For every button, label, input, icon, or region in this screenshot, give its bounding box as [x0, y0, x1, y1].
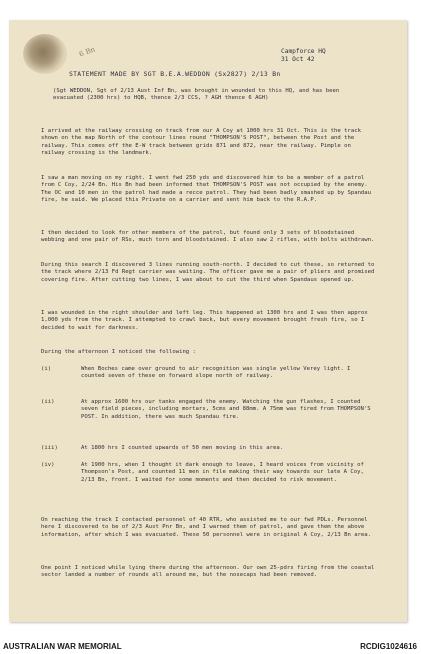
header-location: Campforce HQ	[281, 48, 326, 55]
item-text: When Boches came over ground to air recognition was single yellow Verey light. I counted seven of these on forward slope north of railway.	[81, 366, 351, 380]
item-text: At 1800 hrs I counted upwards of 50 men moving in this area.	[81, 445, 284, 451]
header-date: 31 Oct 42	[281, 56, 315, 63]
footer-bar	[0, 640, 421, 654]
intro-paragraph: (Sgt WEDDON, Sgt of 2/13 Aust Inf Bn, was brought in wounded to this HQ, and has been evacuated (2300 hrs) to HQB, thence 2/3 CCS, ? AGH thence 6 AGH)	[53, 88, 340, 102]
item-number: (iv)	[41, 462, 55, 468]
document-title: STATEMENT MADE BY SGT B.E.A.WEDDON (Sx2827) 2/13 Bn	[69, 70, 281, 78]
item-number: (ii)	[41, 399, 55, 405]
archive-name: AUSTRALIAN WAR MEMORIAL	[3, 642, 122, 651]
paragraph: I then decided to look for other members of the patrol, but found only 3 sets of bloodstained webbing and one pair of RSs, much torn and bloodstained. I also saw 2 rifles, with bolts withdrawn.	[41, 230, 375, 244]
typed-text	[9, 20, 407, 622]
record-id: RCDIG1024616	[360, 642, 417, 651]
header-block	[281, 48, 326, 64]
paragraph: I saw a man moving on my right. I went fwd 250 yds and discovered him to be a member of a patrol from C Coy, 2/24 Bn. His Bn had been informed that THOMPSON'S POST was not occupied by the enemy. The OC and 10 men in the patrol had made a recce patrol. They had been badly smashed up by Spandau fire, he said. We placed this Private on a carrier and sent him back to the R.A.P.	[41, 175, 372, 204]
item-number: (iii)	[41, 445, 58, 451]
paragraph: During this search I discovered 3 lines running south-north. I decided to cut these, so returned to the track where 2/13 Fd Regt carrier was waiting. The officer gave me a pair of pliers and promised covering fire. After cutting two lines, I was about to cut the third when Spandaus opened up.	[41, 262, 375, 283]
document-page	[9, 20, 407, 622]
item-text: At 1900 hrs, when I thought it dark enough to leave, I heard voices from vicinity of Thompson's Post, and counted 11 men in file making their way towards our late A Coy, 2/13 Bn, front. I waited for some moments and then decided to risk movement.	[81, 462, 364, 483]
pencil-annotation: 6 Bn	[78, 45, 97, 59]
item-number: (i)	[41, 366, 52, 372]
item-text: At approx 1600 hrs our tanks engaged the enemy. Watching the gun flashes, I counted seven field pieces, including mortars, 5cms and 88mm. A 75mm was fired from THOMPSON'S POST. In addition, there was much Spandau fire.	[81, 399, 371, 420]
paragraph: I was wounded in the right shoulder and left leg. This happened at 1300 hrs and I was then approx 1,000 yds from the track. I attempted to crawl back, but every movement brought fresh fire, so I decided to wait for darkness.	[41, 310, 368, 331]
paragraph: On reaching the track I contacted personnel of 40 RTR, who assisted me to our fwd PDLs. Personnel here I discovered to be of 2/3 Aust Pnr Bn, and I warned them of patrol, and gave them the above information, after which I was evacuated. These 50 personnel were in original A Coy, 2/13 Bn area.	[41, 517, 372, 538]
paragraph: During the afternoon I noticed the following :	[41, 349, 196, 355]
paragraph: One point I noticed while lying there during the afternoon. Our own 25-pdrs firing from the coastal sector landed a number of rounds all around me, but the nosecaps had been removed.	[41, 565, 375, 579]
paragraph: I arrived at the railway crossing on track from our A Coy at 1000 hrs 31 Oct. This is the track shown on the map North of the contour lines round "THOMPSON'S POST", between the Post and the railway. This comes off the E-W track between grids 871 and 872, near the railway. Pimple on railway crossing is the landmark.	[41, 128, 361, 157]
